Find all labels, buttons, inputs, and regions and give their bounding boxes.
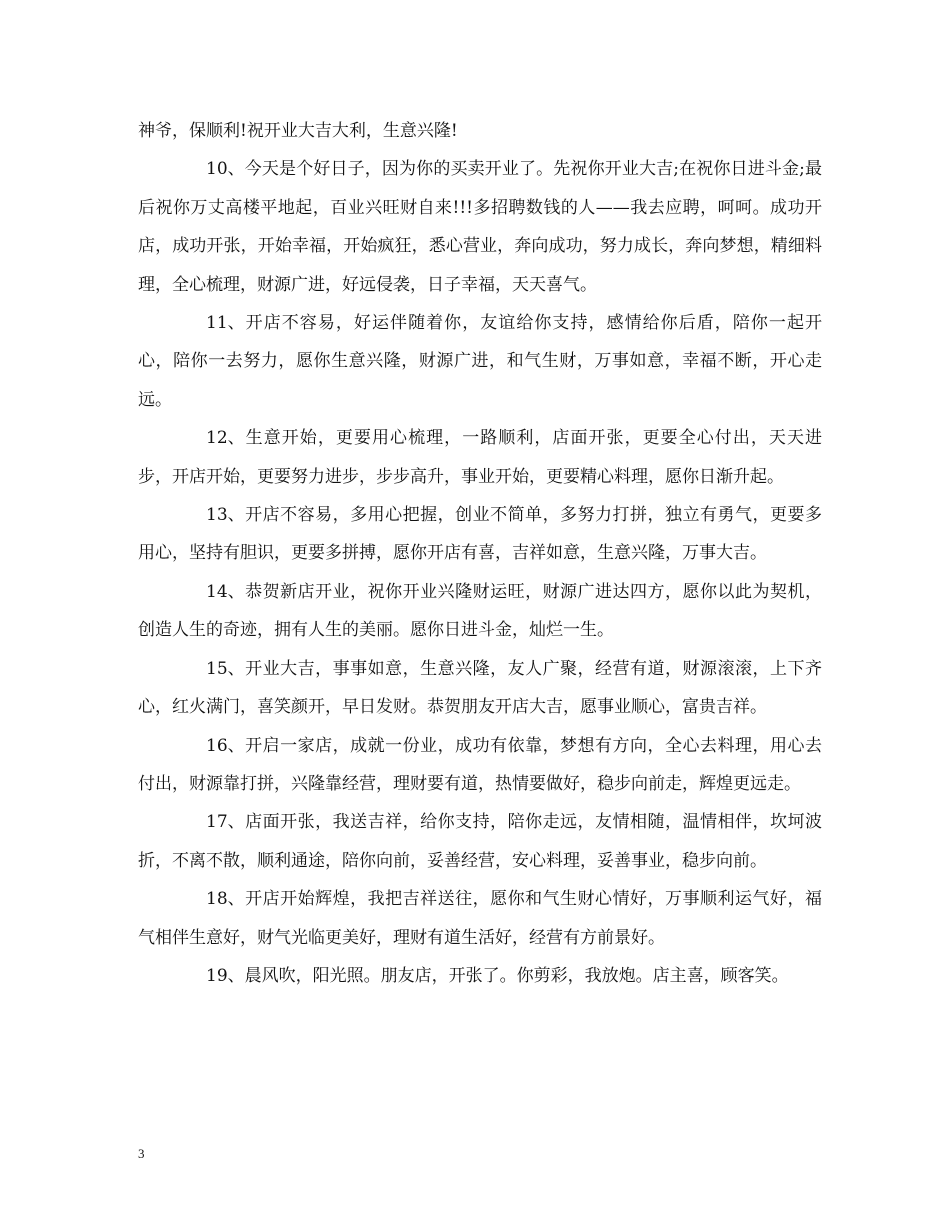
item-text: 开业大吉，事事如意，生意兴隆，友人广聚，经营有道，财源滚滚，上下齐心，红火满门，喜笑颜开，早日发财。恭贺朋友开店大吉，愿事业顺心，富贵吉祥。	[138, 658, 822, 718]
item-text: 生意开始，更要用心梳理，一路顺利，店面开张，更要全心付出，天天进步，开店开始，更要努力进步，步步高升，事业开始，更要精心料理，愿你日渐升起。	[138, 428, 822, 487]
document-body	[138, 112, 822, 995]
item-number: 18、	[206, 889, 245, 910]
item-text: 晨风吹，阳光照。朋友店，开张了。你剪彩，我放炮。店主喜，顾客笑。	[244, 965, 789, 986]
wish-item-14	[138, 573, 822, 650]
item-number: 10、	[206, 159, 245, 180]
item-text: 恭贺新店开业，祝你开业兴隆财运旺，财源广进达四方，愿你以此为契机，创造人生的奇迹，拥有人生的美丽。愿你日进斗金，灿烂一生。	[138, 581, 822, 641]
wish-item-17	[138, 803, 822, 880]
item-text: 店面开张，我送吉祥，给你支持，陪你走远，友情相随，温情相伴，坎坷波折，不离不散，顺利通途，陪你向前，妥善经营，安心料理，妥善事业，稳步向前。	[138, 812, 822, 871]
item-text: 开店不容易，多用心把握，创业不简单，多努力打拼，独立有勇气，更要多用心，坚持有胆识，更要多拼搏，愿你开店有喜，吉祥如意，生意兴隆，万事大吉。	[138, 505, 822, 564]
item-text: 开启一家店，成就一份业，成功有依靠，梦想有方向，全心去料理，用心去付出，财源靠打拼，兴隆靠经营，理财要有道，热情要做好，稳步向前走，辉煌更远走。	[138, 735, 822, 794]
wish-item-18	[138, 880, 822, 957]
item-number: 12、	[206, 428, 245, 449]
wish-item-19	[138, 957, 822, 995]
item-text: 开店不容易，好运伴随着你，友谊给你支持，感情给你后盾，陪你一起开心，陪你一去努力，愿你生意兴隆，财源广进，和气生财，万事如意，幸福不断，开心走远。	[138, 313, 822, 410]
item-number: 14、	[206, 581, 245, 602]
wish-item-10	[138, 150, 822, 304]
wish-item-13	[138, 496, 822, 573]
item-text: 开店开始辉煌，我把吉祥送往，愿你和气生财心情好，万事顺利运气好，福气相伴生意好，财气光临更美好，理财有道生活好，经营有方前景好。	[138, 889, 822, 948]
wish-item-11	[138, 304, 822, 419]
wish-item-15	[138, 650, 822, 727]
continuation-paragraph: 神爷，保顺利!祝开业大吉大利，生意兴隆!	[138, 121, 458, 141]
wish-item-16	[138, 727, 822, 804]
item-number: 17、	[206, 812, 245, 833]
item-number: 15、	[206, 658, 245, 679]
page-number: 3	[138, 1146, 145, 1161]
item-number: 11、	[206, 313, 245, 334]
item-number: 13、	[206, 505, 245, 526]
item-number: 19、	[206, 965, 245, 986]
wish-item-12	[138, 419, 822, 496]
item-text: 今天是个好日子，因为你的买卖开业了。先祝你开业大吉;在祝你日进斗金;最后祝你万丈高楼平地起，百业兴旺财自来!!!多招聘数钱的人——我去应聘，呵呵。成功开店，成功开张，开始幸福，开始疯狂，悉心营业，奔向成功，努力成长，奔向梦想，精细料理，全心梳理，财源广进，好远侵袭，日子幸福，天天喜气。	[138, 159, 822, 295]
item-number: 16、	[206, 735, 245, 756]
